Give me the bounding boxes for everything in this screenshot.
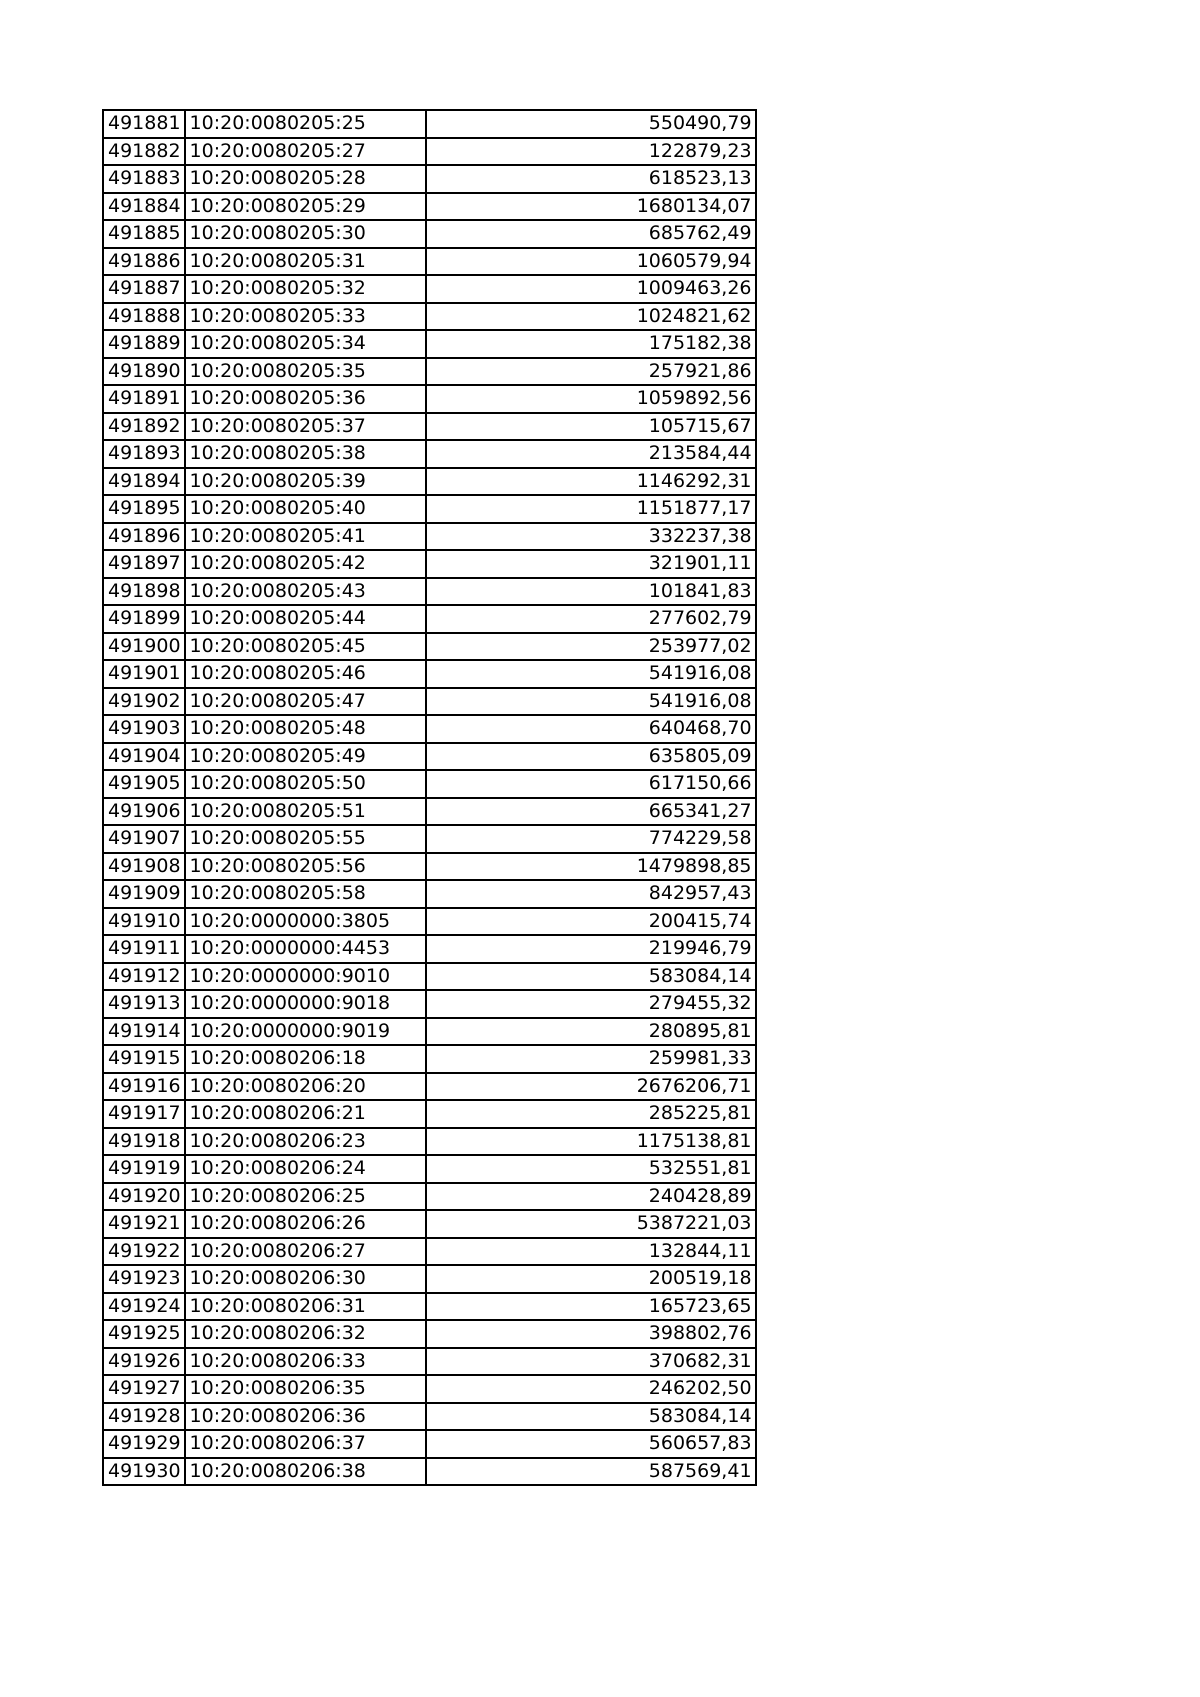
value-cell: 1151877,17	[426, 495, 756, 523]
row-number-cell: 491886	[103, 248, 185, 276]
table-row	[103, 1293, 756, 1321]
row-number-cell: 491895	[103, 495, 185, 523]
table-row	[103, 825, 756, 853]
table-row	[103, 908, 756, 936]
row-number-cell: 491928	[103, 1403, 185, 1431]
value-cell: 560657,83	[426, 1430, 756, 1458]
value-cell: 285225,81	[426, 1100, 756, 1128]
value-cell: 842957,43	[426, 880, 756, 908]
table-row	[103, 413, 756, 441]
table-row	[103, 1458, 756, 1486]
cadastral-number-cell: 10:20:0080205:31	[185, 248, 426, 276]
table-row	[103, 1430, 756, 1458]
cadastral-number-cell: 10:20:0080206:24	[185, 1155, 426, 1183]
row-number-cell: 491918	[103, 1128, 185, 1156]
table-row	[103, 220, 756, 248]
row-number-cell: 491896	[103, 523, 185, 551]
value-cell: 541916,08	[426, 688, 756, 716]
value-cell: 246202,50	[426, 1375, 756, 1403]
value-cell: 1009463,26	[426, 275, 756, 303]
table-row	[103, 660, 756, 688]
value-cell: 200415,74	[426, 908, 756, 936]
table-row	[103, 1045, 756, 1073]
row-number-cell: 491887	[103, 275, 185, 303]
row-number-cell: 491885	[103, 220, 185, 248]
table-row	[103, 990, 756, 1018]
value-cell: 200519,18	[426, 1265, 756, 1293]
table-row	[103, 1073, 756, 1101]
value-cell: 617150,66	[426, 770, 756, 798]
row-number-cell: 491925	[103, 1320, 185, 1348]
table-row	[103, 303, 756, 331]
cadastral-number-cell: 10:20:0080206:27	[185, 1238, 426, 1266]
cadastral-number-cell: 10:20:0080206:23	[185, 1128, 426, 1156]
cadastral-number-cell: 10:20:0080205:46	[185, 660, 426, 688]
value-cell: 213584,44	[426, 440, 756, 468]
row-number-cell: 491905	[103, 770, 185, 798]
table-row	[103, 358, 756, 386]
row-number-cell: 491890	[103, 358, 185, 386]
row-number-cell: 491907	[103, 825, 185, 853]
row-number-cell: 491930	[103, 1458, 185, 1486]
table-row	[103, 1403, 756, 1431]
table-body	[103, 110, 756, 1485]
row-number-cell: 491914	[103, 1018, 185, 1046]
table-row	[103, 248, 756, 276]
table-row	[103, 1238, 756, 1266]
row-number-cell: 491924	[103, 1293, 185, 1321]
table-row	[103, 385, 756, 413]
value-cell: 665341,27	[426, 798, 756, 826]
cadastral-number-cell: 10:20:0080205:51	[185, 798, 426, 826]
value-cell: 1060579,94	[426, 248, 756, 276]
row-number-cell: 491898	[103, 578, 185, 606]
cadastral-number-cell: 10:20:0080205:45	[185, 633, 426, 661]
value-cell: 532551,81	[426, 1155, 756, 1183]
cadastral-number-cell: 10:20:0000000:3805	[185, 908, 426, 936]
value-cell: 332237,38	[426, 523, 756, 551]
value-cell: 219946,79	[426, 935, 756, 963]
value-cell: 370682,31	[426, 1348, 756, 1376]
row-number-cell: 491888	[103, 303, 185, 331]
cadastral-number-cell: 10:20:0080206:18	[185, 1045, 426, 1073]
table-row	[103, 880, 756, 908]
value-cell: 583084,14	[426, 963, 756, 991]
table-row	[103, 523, 756, 551]
row-number-cell: 491917	[103, 1100, 185, 1128]
value-cell: 1146292,31	[426, 468, 756, 496]
row-number-cell: 491926	[103, 1348, 185, 1376]
cadastral-number-cell: 10:20:0080205:58	[185, 880, 426, 908]
cadastral-number-cell: 10:20:0080205:40	[185, 495, 426, 523]
row-number-cell: 491916	[103, 1073, 185, 1101]
row-number-cell: 491889	[103, 330, 185, 358]
value-cell: 259981,33	[426, 1045, 756, 1073]
row-number-cell: 491911	[103, 935, 185, 963]
cadastral-number-cell: 10:20:0080205:55	[185, 825, 426, 853]
spreadsheet-page	[102, 109, 757, 1486]
row-number-cell: 491901	[103, 660, 185, 688]
value-cell: 122879,23	[426, 138, 756, 166]
cadastral-number-cell: 10:20:0080206:32	[185, 1320, 426, 1348]
cadastral-number-cell: 10:20:0080206:21	[185, 1100, 426, 1128]
cadastral-number-cell: 10:20:0000000:4453	[185, 935, 426, 963]
table-row	[103, 935, 756, 963]
row-number-cell: 491927	[103, 1375, 185, 1403]
cadastral-number-cell: 10:20:0080206:38	[185, 1458, 426, 1486]
value-cell: 321901,11	[426, 550, 756, 578]
cadastral-number-cell: 10:20:0080205:48	[185, 715, 426, 743]
table-row	[103, 963, 756, 991]
value-cell: 1175138,81	[426, 1128, 756, 1156]
row-number-cell: 491897	[103, 550, 185, 578]
value-cell: 175182,38	[426, 330, 756, 358]
value-cell: 1680134,07	[426, 193, 756, 221]
cadastral-number-cell: 10:20:0080205:41	[185, 523, 426, 551]
row-number-cell: 491883	[103, 165, 185, 193]
table-row	[103, 1265, 756, 1293]
cadastral-number-cell: 10:20:0000000:9010	[185, 963, 426, 991]
row-number-cell: 491893	[103, 440, 185, 468]
cadastral-number-cell: 10:20:0080205:34	[185, 330, 426, 358]
cadastral-number-cell: 10:20:0080206:33	[185, 1348, 426, 1376]
row-number-cell: 491912	[103, 963, 185, 991]
cadastral-number-cell: 10:20:0080206:35	[185, 1375, 426, 1403]
table-row	[103, 715, 756, 743]
table-row	[103, 440, 756, 468]
table-row	[103, 743, 756, 771]
cadastral-number-cell: 10:20:0080205:47	[185, 688, 426, 716]
row-number-cell: 491902	[103, 688, 185, 716]
value-cell: 640468,70	[426, 715, 756, 743]
cadastral-number-cell: 10:20:0080206:20	[185, 1073, 426, 1101]
table-row	[103, 1155, 756, 1183]
table-row	[103, 1183, 756, 1211]
row-number-cell: 491894	[103, 468, 185, 496]
cadastral-number-cell: 10:20:0000000:9018	[185, 990, 426, 1018]
table-row	[103, 550, 756, 578]
cadastral-number-cell: 10:20:0080206:31	[185, 1293, 426, 1321]
value-cell: 774229,58	[426, 825, 756, 853]
value-cell: 685762,49	[426, 220, 756, 248]
table-row	[103, 688, 756, 716]
table-row	[103, 798, 756, 826]
value-cell: 1059892,56	[426, 385, 756, 413]
row-number-cell: 491929	[103, 1430, 185, 1458]
data-table	[102, 109, 757, 1486]
table-row	[103, 275, 756, 303]
value-cell: 280895,81	[426, 1018, 756, 1046]
row-number-cell: 491906	[103, 798, 185, 826]
value-cell: 5387221,03	[426, 1210, 756, 1238]
cadastral-number-cell: 10:20:0080205:44	[185, 605, 426, 633]
value-cell: 583084,14	[426, 1403, 756, 1431]
cadastral-number-cell: 10:20:0080205:35	[185, 358, 426, 386]
table-row	[103, 1320, 756, 1348]
row-number-cell: 491909	[103, 880, 185, 908]
cadastral-number-cell: 10:20:0080205:28	[185, 165, 426, 193]
table-row	[103, 633, 756, 661]
cadastral-number-cell: 10:20:0080205:49	[185, 743, 426, 771]
table-row	[103, 578, 756, 606]
value-cell: 398802,76	[426, 1320, 756, 1348]
value-cell: 240428,89	[426, 1183, 756, 1211]
value-cell: 1479898,85	[426, 853, 756, 881]
table-row	[103, 1128, 756, 1156]
row-number-cell: 491899	[103, 605, 185, 633]
cadastral-number-cell: 10:20:0080205:32	[185, 275, 426, 303]
value-cell: 2676206,71	[426, 1073, 756, 1101]
table-row	[103, 605, 756, 633]
cadastral-number-cell: 10:20:0000000:9019	[185, 1018, 426, 1046]
table-row	[103, 138, 756, 166]
table-row	[103, 193, 756, 221]
value-cell: 165723,65	[426, 1293, 756, 1321]
table-row	[103, 853, 756, 881]
row-number-cell: 491920	[103, 1183, 185, 1211]
value-cell: 253977,02	[426, 633, 756, 661]
cadastral-number-cell: 10:20:0080205:56	[185, 853, 426, 881]
row-number-cell: 491882	[103, 138, 185, 166]
value-cell: 618523,13	[426, 165, 756, 193]
row-number-cell: 491910	[103, 908, 185, 936]
table-row	[103, 330, 756, 358]
table-row	[103, 1348, 756, 1376]
row-number-cell: 491922	[103, 1238, 185, 1266]
value-cell: 550490,79	[426, 110, 756, 138]
cadastral-number-cell: 10:20:0080205:29	[185, 193, 426, 221]
row-number-cell: 491884	[103, 193, 185, 221]
cadastral-number-cell: 10:20:0080205:50	[185, 770, 426, 798]
cadastral-number-cell: 10:20:0080205:36	[185, 385, 426, 413]
value-cell: 105715,67	[426, 413, 756, 441]
table-row	[103, 1375, 756, 1403]
table-row	[103, 1100, 756, 1128]
row-number-cell: 491900	[103, 633, 185, 661]
table-row	[103, 165, 756, 193]
table-row	[103, 770, 756, 798]
value-cell: 277602,79	[426, 605, 756, 633]
row-number-cell: 491913	[103, 990, 185, 1018]
value-cell: 101841,83	[426, 578, 756, 606]
cadastral-number-cell: 10:20:0080206:37	[185, 1430, 426, 1458]
cadastral-number-cell: 10:20:0080205:37	[185, 413, 426, 441]
table-row	[103, 1210, 756, 1238]
row-number-cell: 491908	[103, 853, 185, 881]
value-cell: 587569,41	[426, 1458, 756, 1486]
value-cell: 1024821,62	[426, 303, 756, 331]
value-cell: 132844,11	[426, 1238, 756, 1266]
row-number-cell: 491921	[103, 1210, 185, 1238]
row-number-cell: 491892	[103, 413, 185, 441]
value-cell: 257921,86	[426, 358, 756, 386]
cadastral-number-cell: 10:20:0080205:27	[185, 138, 426, 166]
table-row	[103, 495, 756, 523]
table-row	[103, 1018, 756, 1046]
cadastral-number-cell: 10:20:0080205:38	[185, 440, 426, 468]
cadastral-number-cell: 10:20:0080206:36	[185, 1403, 426, 1431]
cadastral-number-cell: 10:20:0080206:30	[185, 1265, 426, 1293]
cadastral-number-cell: 10:20:0080205:42	[185, 550, 426, 578]
value-cell: 635805,09	[426, 743, 756, 771]
cadastral-number-cell: 10:20:0080205:30	[185, 220, 426, 248]
row-number-cell: 491903	[103, 715, 185, 743]
table-row	[103, 468, 756, 496]
cadastral-number-cell: 10:20:0080206:25	[185, 1183, 426, 1211]
row-number-cell: 491919	[103, 1155, 185, 1183]
cadastral-number-cell: 10:20:0080205:25	[185, 110, 426, 138]
cadastral-number-cell: 10:20:0080205:39	[185, 468, 426, 496]
cadastral-number-cell: 10:20:0080205:33	[185, 303, 426, 331]
row-number-cell: 491915	[103, 1045, 185, 1073]
cadastral-number-cell: 10:20:0080206:26	[185, 1210, 426, 1238]
row-number-cell: 491923	[103, 1265, 185, 1293]
row-number-cell: 491881	[103, 110, 185, 138]
row-number-cell: 491904	[103, 743, 185, 771]
value-cell: 541916,08	[426, 660, 756, 688]
row-number-cell: 491891	[103, 385, 185, 413]
cadastral-number-cell: 10:20:0080205:43	[185, 578, 426, 606]
value-cell: 279455,32	[426, 990, 756, 1018]
table-row	[103, 110, 756, 138]
